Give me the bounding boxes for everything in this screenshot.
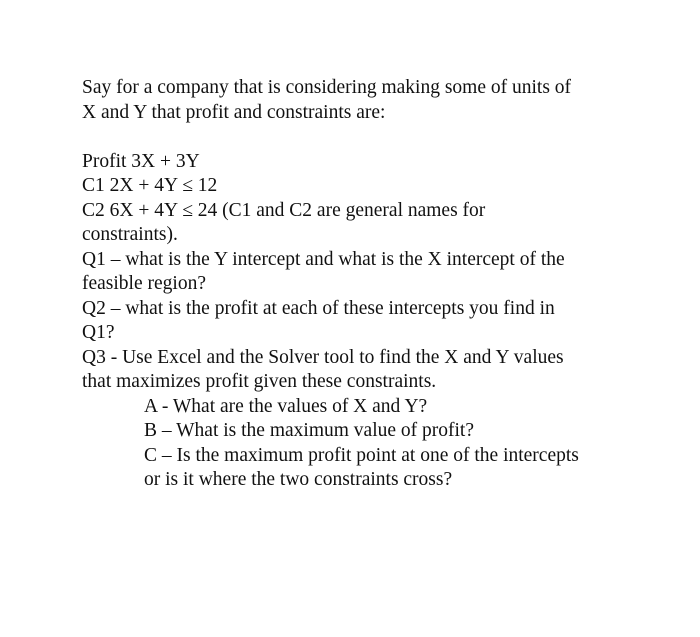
problem-text	[82, 76, 642, 493]
question-3-part-c: C – Is the maximum profit point at one of the intercepts	[144, 444, 579, 466]
paragraph-gap	[82, 125, 642, 150]
intro-line-2: X and Y that profit and constraints are:	[82, 101, 386, 123]
question-3-part-b: B – What is the maximum value of profit?	[144, 420, 474, 441]
intro-line-1: Say for a company that is considering making some of units of	[82, 77, 572, 98]
question-2-continued: Q1?	[82, 322, 115, 343]
question-2: Q2 – what is the profit at each of these intercepts you find in	[82, 297, 555, 319]
question-3-continued: that maximizes profit given these constraints.	[82, 371, 437, 392]
constraint-c2: C2 6X + 4Y ≤ 24 (C1 and C2 are general names for	[82, 199, 486, 221]
question-1-continued: feasible region?	[82, 273, 206, 294]
profit-function: Profit 3X + 3Y	[82, 150, 200, 172]
question-3: Q3 - Use Excel and the Solver tool to find the X and Y values	[82, 346, 564, 368]
question-1: Q1 – what is the Y intercept and what is the X intercept of the	[82, 248, 565, 270]
question-3-part-a: A - What are the values of X and Y?	[144, 395, 428, 417]
question-3-part-c-continued: or is it where the two constraints cross?	[144, 469, 453, 490]
constraint-c2-continued: constraints).	[82, 224, 178, 245]
constraint-c1: C1 2X + 4Y ≤ 12	[82, 175, 218, 196]
